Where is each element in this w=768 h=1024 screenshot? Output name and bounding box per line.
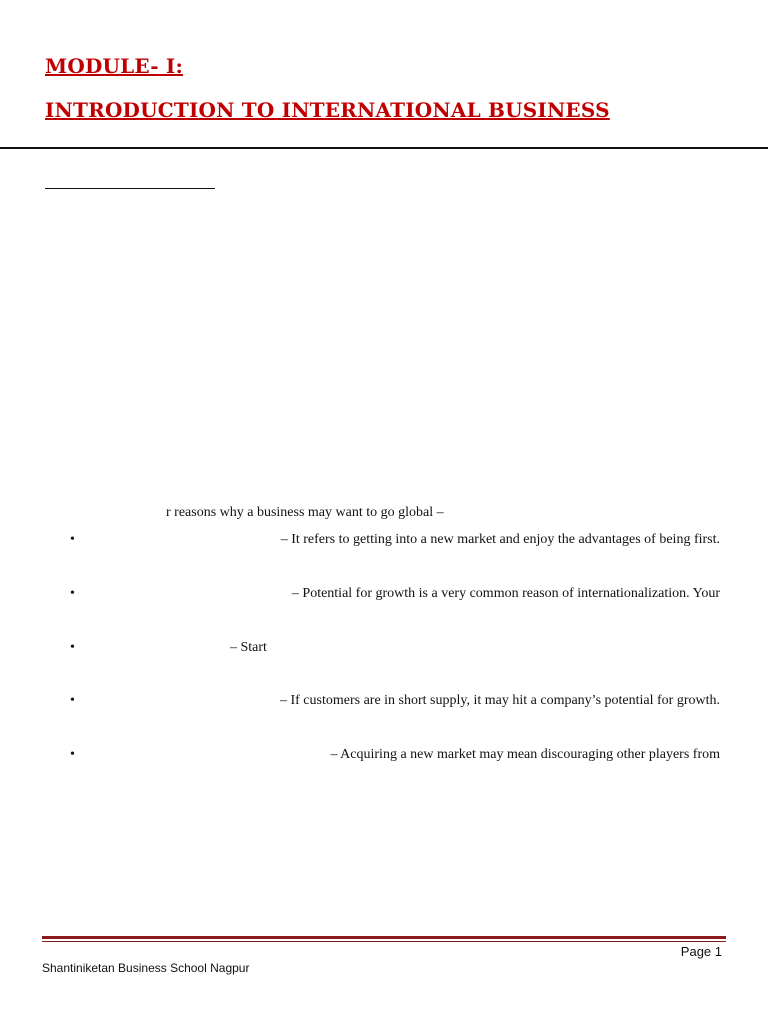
list-item bbox=[0, 691, 768, 711]
bullet-text: – If customers are in short supply, it may hit a company’s potential for growth. bbox=[279, 693, 720, 708]
page-number: Page 1 bbox=[680, 944, 722, 959]
bullet-text: – It refers to getting into a new market and enjoy the advantages of being first. bbox=[280, 532, 720, 547]
bullet-icon: • bbox=[70, 532, 75, 547]
intro-text: r reasons why a business may want to go global – bbox=[166, 505, 444, 520]
page-title: INTRODUCTION TO INTERNATIONAL BUSINESS bbox=[45, 98, 610, 122]
bullet-icon: • bbox=[70, 747, 75, 762]
list-item bbox=[0, 745, 768, 765]
bullet-icon: • bbox=[70, 640, 75, 655]
bullet-text: – Potential for growth is a very common reason of internationalization. Your bbox=[291, 586, 720, 601]
footer-divider-thin bbox=[42, 941, 726, 942]
list-item bbox=[0, 530, 768, 550]
footer-school-name: Shantiniketan Business School Nagpur bbox=[42, 961, 250, 975]
list-item bbox=[0, 584, 768, 604]
module-heading: MODULE- I: bbox=[45, 54, 184, 78]
footer-divider bbox=[42, 936, 726, 939]
bullet-text: – Acquiring a new market may mean discouraging other players from bbox=[330, 747, 720, 762]
header-divider bbox=[0, 147, 768, 149]
bullet-icon: • bbox=[70, 586, 75, 601]
section-underline bbox=[45, 188, 215, 189]
bullet-text: – Start bbox=[230, 640, 267, 655]
list-item bbox=[0, 638, 768, 658]
bullet-icon: • bbox=[70, 693, 75, 708]
